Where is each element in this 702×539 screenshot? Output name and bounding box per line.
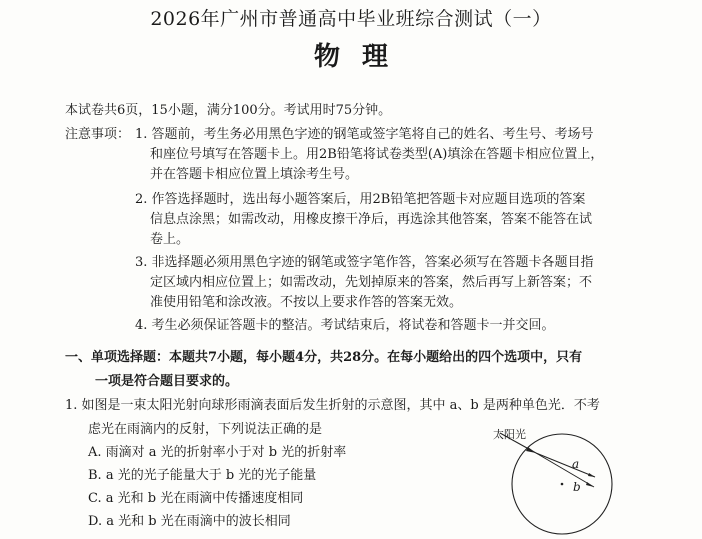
ray-a-label: a [572,457,580,471]
notes-item-3-line: 定区域内相应位置上；如需改动，先划掉原来的答案，然后再写上新答案；不 [150,275,593,290]
notes-item-4: 4. 考生必须保证答题卡的整洁。考试结束后，将试卷和答题卡一并交回。 [135,318,555,333]
ray-a-arrow-icon [588,473,595,477]
notes-item-3-line: 3. 非选择题必须用黑色字迹的钢笔或签字笔作答，答案必须写在答题卡各题目指 [135,255,594,270]
notes-item-1 [135,125,603,185]
option-b: B. a 光的光子能量大于 b 光的光子能量 [88,468,317,483]
raindrop-diagram [470,424,650,536]
question-1-stem-cont: 虑光在雨滴内的反射，下列说法正确的是 [88,422,323,437]
notes-item-1-line: 1. 答题前，考生务必用黑色字迹的钢笔或签字笔将自己的姓名、考生号、考场号 [135,127,594,142]
notes-item-3 [135,253,594,313]
notes-item-3-line: 准使用铅笔和涂改液。不按以上要求作答的答案无效。 [150,295,463,310]
notes-item-2 [135,190,592,250]
question-1-stem: 1. 如图是一束太阳光射向球形雨滴表面后发生折射的示意图，其中 a、b 是两种单色光．不考 [65,398,600,413]
exam-title: 2026年广州市普通高中毕业班综合测试（一） [150,8,552,30]
subject-title: 物理 [313,42,410,72]
exam-intro: 本试卷共6页，15小题，满分100分。考试用时75分钟。 [65,103,392,118]
notes-item-1-line: 并在答题卡相应位置上填涂考生号。 [150,167,359,182]
option-d: D. a 光和 b 光在雨滴中的波长相同 [88,514,291,529]
option-c: C. a 光和 b 光在雨滴中传播速度相同 [88,491,304,506]
section-1-heading: 一、单项选择题：本题共7小题，每小题4分，共28分。在每小题给出的四个选项中，只有 [65,350,583,365]
ray-b [536,453,594,487]
center-dot [561,483,564,486]
sunlight-label: 太阳光 [493,428,526,441]
ray-b-arrow-icon [586,482,594,487]
notes-item-2-line: 信息点涂黑；如需改动，用橡皮擦干净后，再选涂其他答案，答案不能答在试 [150,212,593,227]
ray-a [536,453,595,477]
notes-item-2-line: 2. 作答选择题时，选出每小题答案后，用2B铅笔把答题卡对应题目选项的答案 [135,192,586,207]
notes-item-1-line: 和座位号填写在答题卡上。用2B铅笔将试卷类型(A)填涂在答题卡相应位置上， [150,147,604,162]
section-1-heading-cont: 一项是符合题目要求的。 [95,374,239,389]
option-a: A. 雨滴对 a 光的折射率小于对 b 光的折射率 [88,445,347,460]
ray-b-label: b [573,480,581,494]
notes-item-2-line: 卷上。 [150,232,190,247]
notes-label: 注意事项： [65,127,131,142]
